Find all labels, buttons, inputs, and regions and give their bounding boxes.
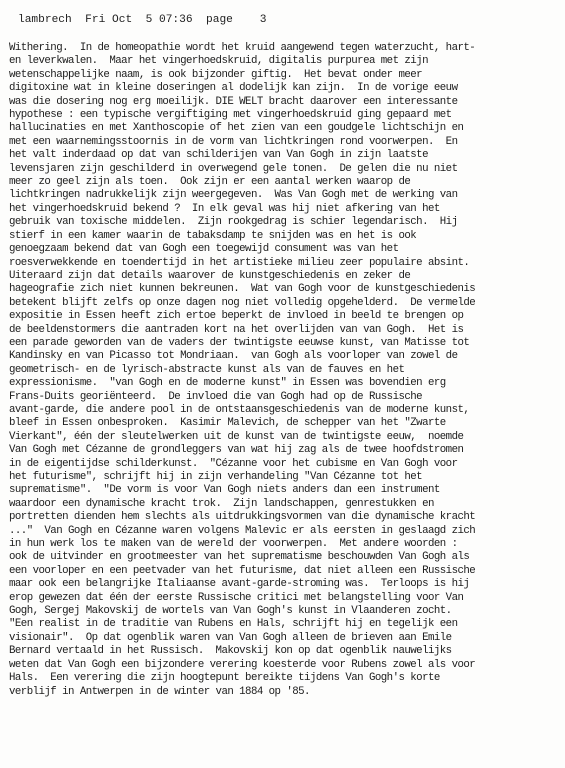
text-line: in hun werk los te maken van de wereld der voorwerpen. Met andere woorden : (9, 538, 458, 551)
text-line: was die dosering nog erg moeilijk. DIE WELT bracht daarover een interessante (9, 95, 458, 108)
text-line: Hals. Een verering die zijn hoogtepunt bereikte tijdens Van Gogh's korte (9, 672, 440, 685)
body-text (9, 42, 557, 699)
text-line: een voorloper en een peetvader van het futurisme, dat niet alleen een Russische (9, 564, 476, 577)
text-line: waardoor een dynamische kracht trok. Zijn landschappen, genrestukken en (9, 497, 434, 510)
text-line: het valt inderdaad op dat van schilderijen van Van Gogh in zijn laatste (9, 149, 428, 162)
text-line: in de eigentijdse schilderkunst. "Cézanne voor het cubisme en Van Gogh voor (9, 457, 458, 470)
text-line: met een waarnemingsstoornis in de vorm van lichtkringen rond voorwerpen. En (9, 135, 458, 148)
text-line: gebruik van toxische middelen. Zijn rookgedrag is schier legendarisch. Hij (9, 216, 458, 229)
text-line: visionair". Op dat ogenblik waren van Van Gogh alleen de brieven aan Emile (9, 631, 452, 644)
text-line: maar ook een belangrijke Italiaanse avant-garde-stroming was. Terloops is hij (9, 578, 470, 591)
text-line: hallucinaties en met Xanthoscopie of het zien van een goudgele lichtschijn en (9, 122, 464, 135)
text-line: Vierkant", één der sleutelwerken uit de kunst van de twintigste eeuw, noemde (9, 430, 464, 443)
text-line: het futurisme", schrijft hij in zijn verhandeling "Van Cézanne tot het (9, 471, 423, 483)
text-line: de beeldenstormers die aantraden kort na het overlijden van van Gogh. Het is (9, 323, 464, 336)
text-line: het vingerhoedskruid bekend ? In elk geval was hij niet afkering van het (9, 202, 440, 215)
text-line: digitoxine wat in kleine doseringen al dodelijk kan zijn. In de vorige eeuw (9, 82, 458, 95)
text-line: roesverwekkende en toendertijd in het artistieke milieu zeer populaire absint. (9, 256, 470, 269)
text-line: suprematisme". "De vorm is voor Van Gogh niets anders dan een instrument (9, 484, 440, 497)
text-line: erop gewezen dat één der eerste Russische critici met belangstelling voor Van (9, 591, 464, 604)
text-line: een parade geworden van de vaders der twintigste eeuwse kunst, van Matisse tot (9, 336, 470, 349)
text-line: Withering. In de homeopathie wordt het kruid aangewend tegen waterzucht, hart- (9, 42, 476, 54)
text-line: hypothese : een typische vergiftiging met vingerhoedskruid ging gepaard met (9, 109, 452, 122)
text-line: bleef in Essen onbesproken. Kasimir Malevich, de schepper van het "Zwarte (9, 417, 446, 430)
text-line: meer zo geel zijn als toen. Ook zijn er een aantal werken waarop de (9, 176, 411, 189)
text-line: genoegzaam bekend dat van Gogh een toegewijd consument was van het (9, 243, 399, 256)
text-line: verblijf in Antwerpen in de winter van 1884 op '85. (9, 685, 310, 698)
text-line: avant-garde, die andere pool in de ontstaansgeschiedenis van de moderne kunst, (9, 403, 470, 416)
text-line: betekent blijft zelfs op onze dagen nog niet volledig opgehelderd. De vermelde (9, 296, 476, 309)
text-line: levensjaren zijn geschilderd in overwegend gele tonen. De gelen die nu niet (9, 162, 458, 175)
text-line: "Een realist in de traditie van Rubens en Hals, schrijft hij en tegelijk een (9, 618, 458, 631)
text-line: ook de uitvinder en grootmeester van het suprematisme beschouwden Van Gogh als (9, 551, 470, 564)
text-line: wetenschappelijke naam, is ook bijzonder giftig. Het bevat onder meer (9, 68, 423, 81)
header-date: Fri Oct 5 07:36 (85, 14, 193, 26)
text-line: portretten dienden hem slechts als uitdrukkingsvormen van die dynamische kracht (9, 511, 476, 524)
text-line: ..." Van Gogh en Cézanne waren volgens Malevic er als eersten in geslaagd zich (9, 524, 476, 537)
text-line: Frans-Duits georiënteerd. De invloed die van Gogh had op de Russische (9, 390, 423, 403)
text-line: lichtkringen nadrukkelijk zijn weergegeven. Was Van Gogh met de werking van (9, 189, 458, 202)
text-line: expressionisme. "van Gogh en de moderne kunst" in Essen was bovendien erg (9, 377, 446, 390)
text-line: hageografie zich niet kunnen bekreunen. Wat van Gogh voor de kunstgeschiedenis (9, 283, 476, 296)
text-line: expositie in Essen heeft zich ertoe beperkt de invloed in beeld te brengen op (9, 310, 464, 323)
page-header (18, 14, 266, 26)
text-line: Kandinsky en van Picasso tot Mondriaan. van Gogh als voorloper van zowel de (9, 350, 458, 363)
text-line: weten dat Van Gogh een bijzondere verering koesterde voor Rubens zowel als voor (9, 658, 476, 671)
text-line: Uiteraard zijn dat details waarover de kunstgeschiedenis en zeker de (9, 269, 411, 282)
text-line: en leverkwalen. Maar het vingerhoedskruid, digitalis purpurea met zijn (9, 55, 428, 68)
text-line: geometrisch- en de lyrisch-abstracte kunst als van de fauves en het (9, 363, 405, 376)
header-page-number: 3 (259, 14, 267, 26)
text-line: stierf in een kamer waarin de tabaksdamp te snijden was en het is ook (9, 229, 417, 242)
text-line: Gogh, Sergej Makovskij de wortels van Van Gogh's kunst in Vlaanderen zocht. (9, 605, 452, 618)
text-line: Bernard vertaald in het Russisch. Makovskij kon op dat ogenblik nauwelijks (9, 645, 452, 658)
text-line: Van Gogh met Cézanne de grondleggers van wat hij zag als de twee hoofdstromen (9, 444, 464, 457)
header-author: lambrech (18, 14, 72, 26)
header-page-label: page (206, 14, 233, 26)
